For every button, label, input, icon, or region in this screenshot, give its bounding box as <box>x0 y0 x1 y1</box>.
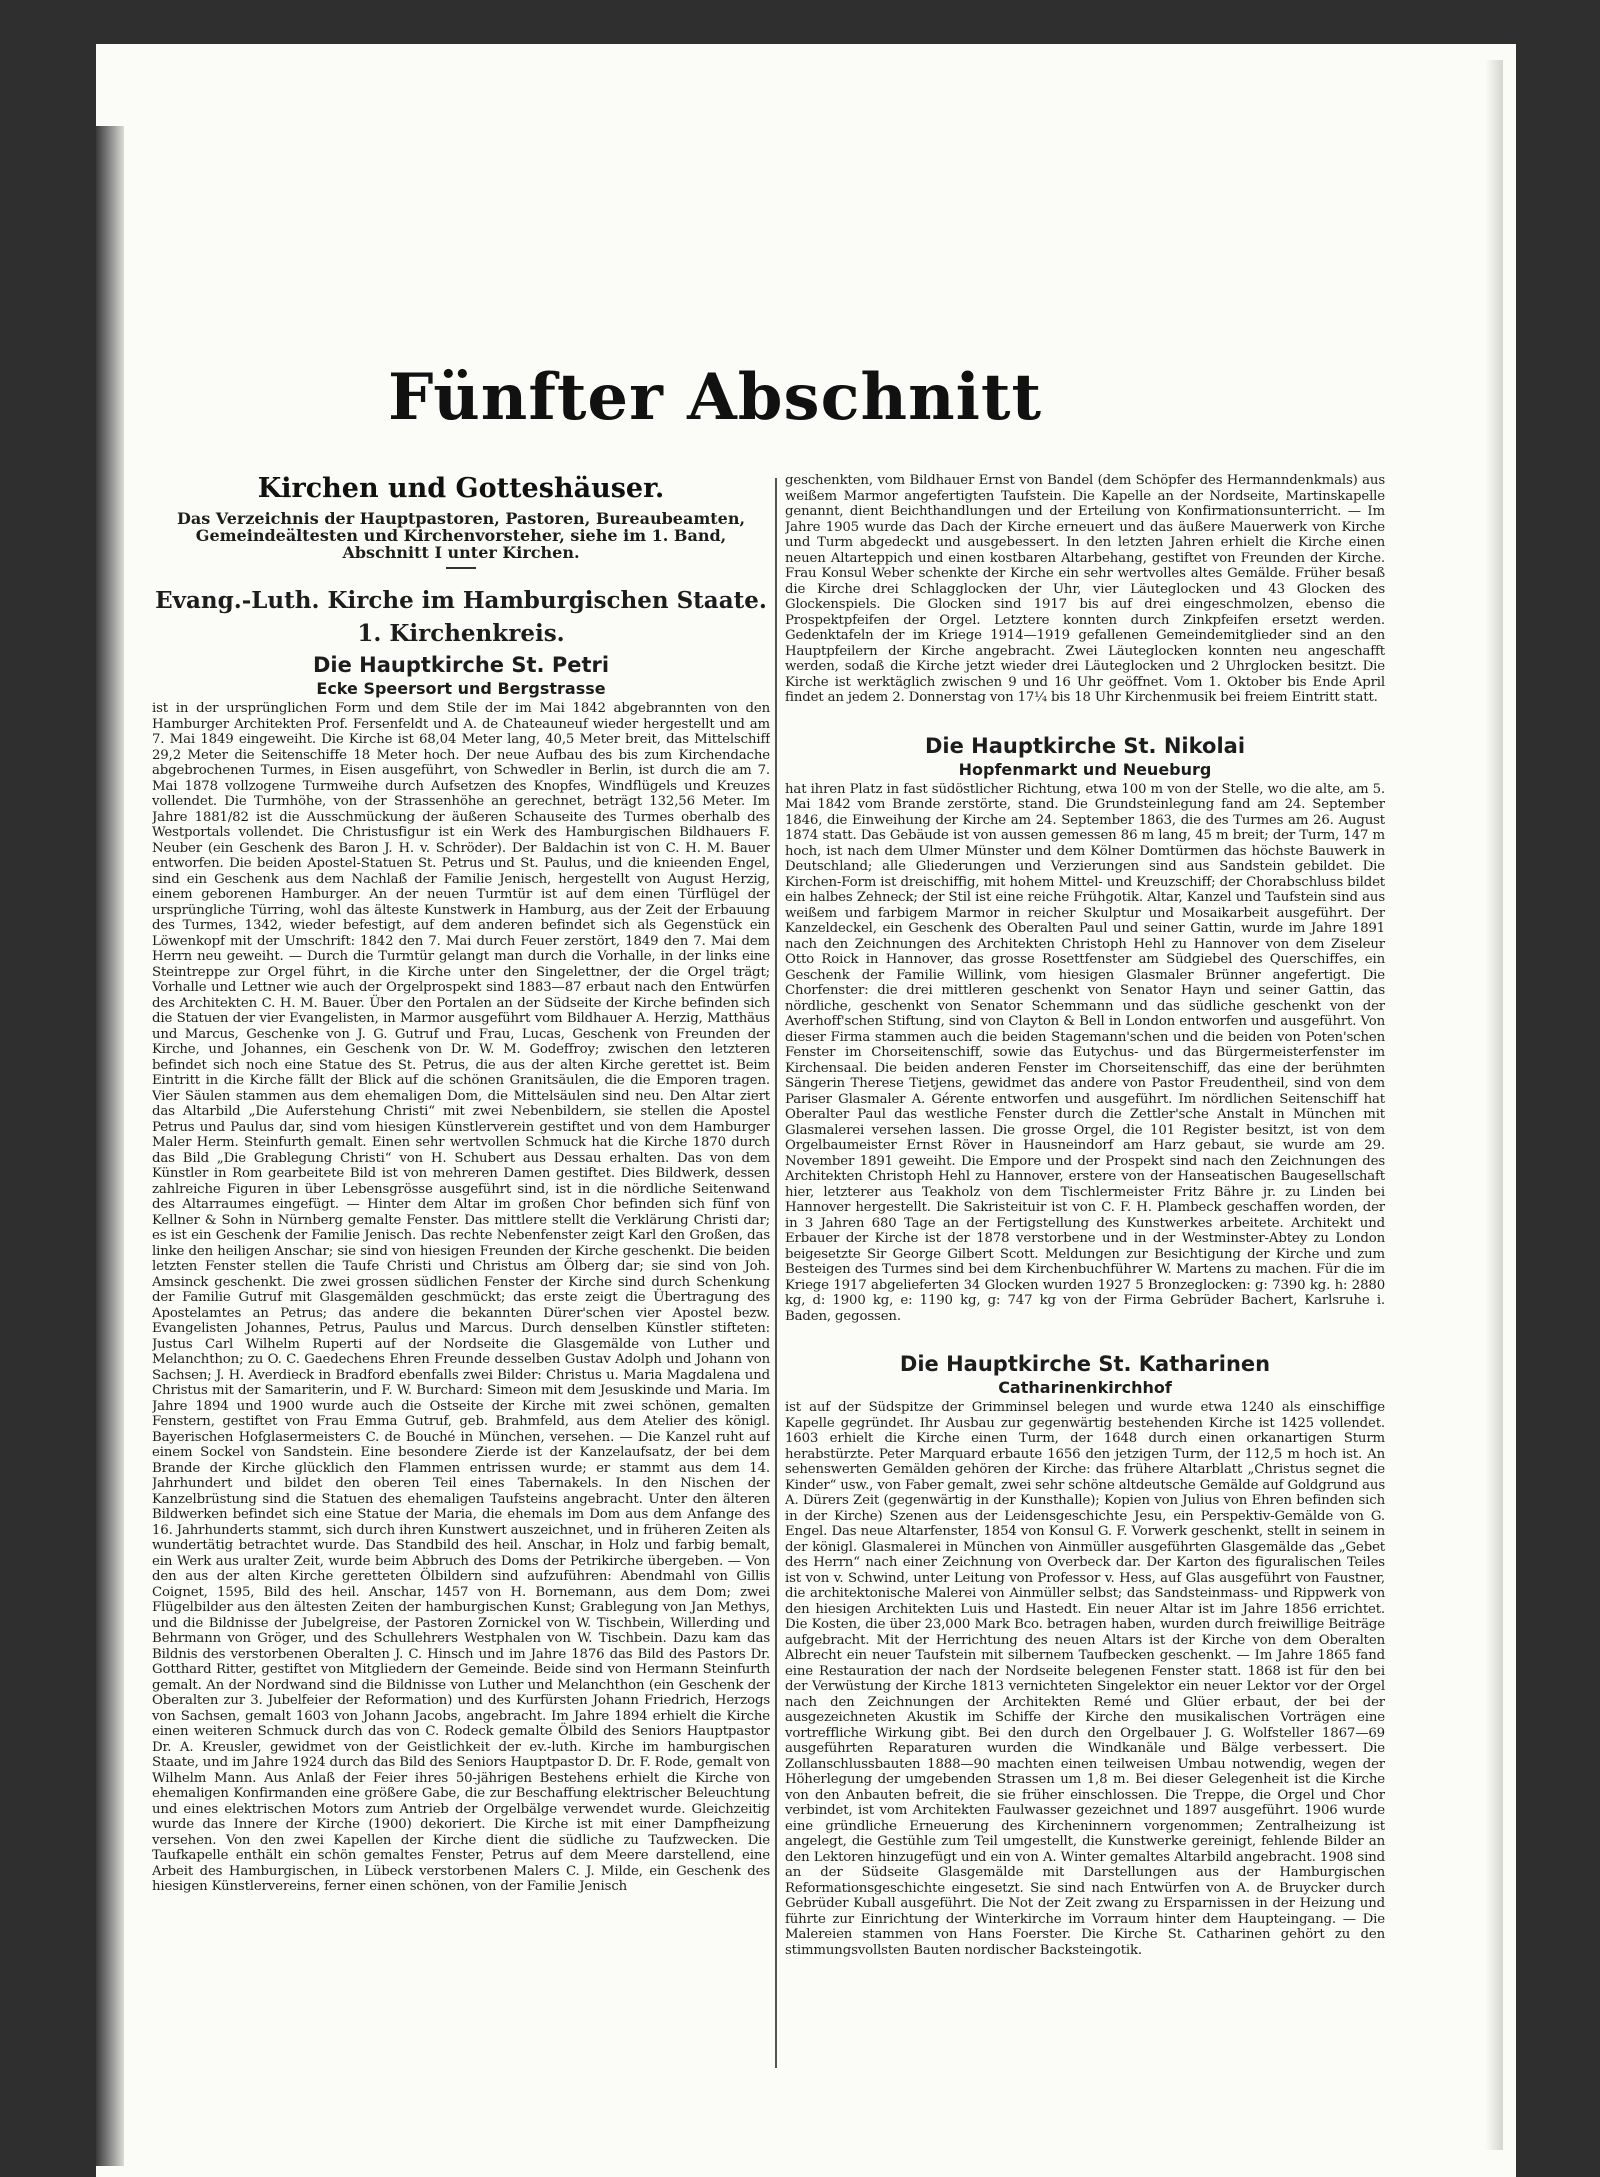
church-title-petri: Die Hauptkirche St. Petri <box>312 653 610 677</box>
short-rule <box>446 567 476 569</box>
left-column <box>152 473 770 2073</box>
book-gutter <box>96 126 124 2166</box>
katharinen-text: ist auf der Südspitze der Grimminsel belegen und wurde etwa 1240 als einschiffige Kapelle gegründet. Ihr Ausbau zur gegenwärtig bestehenden Kirche ist 1425 vollendet. 1603 erhielt die Kirche einen Turm, der 1648 durch einen orkanartigen Sturm herabstürzte. Peter Marquard erbaute 1656 den jetzigen Turm, der 112,5 m hoch ist. An sehenswerten Gemälden gehören der Kirche: das frühere Altarblatt „Christus segnet die Kinder“ usw., von Faber gemalt, zwei sehr schöne altdeutsche Gemälde auf Goldgrund aus A. Dürers Zeit (gegenwärtig in der Kunsthalle); Kopien von Julius von Ehren befinden sich in der Kirche) Szenen aus der Leidensgeschichte Jesu, ein Perspektiv-Gemälde von G. Engel. Das neue Altarfenster, 1854 von Konsul G. F. Vorwerk geschenkt, stellt in seinem in der königl. Glasmalerei in München von Ainmüller ausgeführten Glasgemälde das „Gebet des Herrn“ nach einer Zeichnung von Overbeck dar. Der Karton des figuralischen Teiles ist von v. Schwind, unter Leitung von Professor v. Hess, auf Glas ausgeführt von Faustner, die architektonische Malerei von Ainmüller selbst; das Sandsteinmass- und Rippwerk von den hiesigen Architekten Luis und Hastedt. Ein neuer Altar ist im Jahre 1856 errichtet. Die Kosten, die über 23,000 Mark Bco. betragen haben, wurden durch freiwillige Beiträge aufgebracht. Mit der Herrichtung des neuen Altars ist der Kirche von dem Oberalten Albrecht ein neuer Taufstein mit silbernem Taufbecken geschenkt. — Im Jahre 1865 fand eine Restauration der nach der Nordseite belegenen Fenster statt. 1868 ist für den bei der Verwüstung der Kirche 1813 vernichteten Singelektor ein neuer Lektor vor der Orgel nach den Zeichnungen der Architekten Remé und Glüer erbaut, der bei der ausgezeichneten Akustik im Schiffe der Kirche den musikalischen Vorträgen eine vortreffliche Wirkung gibt. Bei den durch den Orgelbauer J. G. Wolfsteller 1867—69 ausgeführten Reparaturen wurden die Windkanäle und Bälge verbessert. Die Zollanschlussbauten 1888—90 machten einen teilweisen Umbau notwendig, wegen der Höherlegung der umgebenden Strassen um 1,8 m. Bei dieser Gelegenheit ist die Kirche von den Anbauten befreit, die sie früher einschlossen. Die Treppe, die Orgel und Chor verbindet, ist vom Architekten Faulwasser gezeichnet und 1897 ausgeführt. 1906 wurde eine gründliche Erneuerung des Kircheninnern vorgenommen; Zentralheizung ist angelegt, die Gestühle zum Teil umgestellt, die Kunstwerke gereinigt, fehlende Bilder an den Lektoren hinzugefügt und ein von A. Winter gemaltes Altarbild angebracht. 1908 sind an der Südseite Glasgemälde mit Darstellungen aus der Hamburgischen Reformationsgeschichte eingesetzt. Sie sind nach Entwürfen von A. de Bruycker durch Gebrüder Kuball ausgeführt. Die Not der Zeit zwang zu Ersparnissen in der Heizung und führte zur Einrichtung der Winterkirche im Vorraum hinter dem Haupteingang. — Die Malereien stammen von Hans Foerster. Die Kirche St. Catharinen gehört zu den stimmungsvollsten Bauten nordischer Backsteingotik. <box>785 1400 1385 1958</box>
chapter-heading: Fünfter Abschnitt <box>387 360 1043 435</box>
church-address-nikolai: Hopfenmarkt und Neueburg <box>958 759 1212 779</box>
church-address-petri: Ecke Speersort und Bergstrasse <box>316 679 606 698</box>
petri-text-continued: geschenkten, vom Bildhauer Ernst von Bandel (dem Schöpfer des Hermanndenkmals) aus weißem Marmor angefertigten Taufstein. Die Kapelle an der Nordseite, Martinskapelle genannt, dient Beichthandlungen und der Erteilung von Konfirmationsunterricht. — Im Jahre 1905 wurde das Dach der Kirche erneuert und das äußere Mauerwerk von Kirche und Turm abgedeckt und ausgebessert. In den letzten Jahren erhielt die Kirche einen neuen Altarteppich und einen kostbaren Altarbehang, gestiftet von Freunden der Kirche. Frau Konsul Weber schenkte der Kirche ein sehr wertvolles altes Gemälde. Früher besaß die Kirche drei Schlagglocken der Uhr, vier Läuteglocken und 43 Glocken des Glockenspiels. Die Glocken sind 1917 bis auf drei eingeschmolzen, ebenso die Prospektpfeifen der Orgel. Letztere konnten durch Zinkpfeifen ersetzt werden. Gedenktafeln der im Kriege 1914—1919 gefallenen Gemeindemitglieder sind an den Hauptpfeilern der Kirche angebracht. Zwei Läuteglocken konnten neu angeschafft werden, sodaß die Kirche jetzt wieder drei Läuteglocken und 2 Uhrglocken besitzt. Die Kirche ist werktäglich zwischen 9 und 16 Uhr geöffnet. Vom 1. Oktober bis Ende April findet an jedem 2. Donnerstag von 17¼ bis 18 Uhr Kirchenmusik bei freiem Eintritt statt. <box>785 473 1385 705</box>
church-title-katharinen: Die Hauptkirche St. Katharinen <box>899 1352 1271 1376</box>
church-address-katharinen: Catharinenkirchhof <box>998 1378 1172 1397</box>
column-divider <box>775 478 777 2068</box>
church-title-nikolai: Die Hauptkirche St. Nikolai <box>924 733 1246 758</box>
subsection-title: Evang.-Luth. Kirche im Hamburgischen Staate. <box>155 587 767 614</box>
page-edge <box>1485 60 1503 2150</box>
district-title: 1. Kirchenkreis. <box>357 620 565 647</box>
petri-text: ist in der ursprünglichen Form und dem Stile der im Mai 1842 abgebrannten von den Hamburger Architekten Prof. Fersenfeldt und A. de Chateauneuf wieder hergestellt und am 7. Mai 1849 eingeweiht. Die Kirche ist 68,04 Meter lang, 40,5 Meter breit, das Mittelschiff 29,2 Meter die Seitenschiffe 18 Meter hoch. Der neue Aufbau des bis zum Kirchendache abgebrochenen Turmes, in Eisen ausgeführt, von Schwedler in Berlin, ist durch die am 7. Mai 1878 vollzogene Turmweihe durch Aufsetzen des Knopfes, Windflügels und Kreuzes vollendet. Die Turmhöhe, von der Strassenhöhe an gerechnet, beträgt 132,56 Meter. Im Jahre 1881/82 ist die Ausschmückung der äußeren Schauseite des Turmes oberhalb des Westportals vollendet. Die Christusfigur ist ein Werk des Hamburgischen Bildhauers F. Neuber (ein Geschenk des Baron J. H. v. Schröder). Der Baldachin ist von C. H. M. Bauer entworfen. Die beiden Apostel-Statuen St. Petrus und St. Paulus, und die knieenden Engel, sind ein Geschenk aus dem Nachlaß der Familie Jenisch, hergestellt von August Herzig, einem geborenen Hamburger. An der neuen Turmtür ist auf dem einen Türflügel der ursprüngliche Türring, wohl das älteste Kunstwerk in Hamburg, aus der Zeit der Erbauung des Turmes, 1342, wieder befestigt, auf dem anderen befindet sich als Gegenstück ein Löwenkopf mit der Umschrift: 1842 den 7. Mai durch Feuer zerstört, 1849 den 7. Mai dem Herrn neu geweiht. — Durch die Turmtür gelangt man durch die Vorhalle, in der links eine Steintreppe zur Orgel führt, in die Kirche unter den Singelettner, der die Orgel trägt; Vorhalle und Lettner wie auch der Orgelprospekt sind 1883—87 erbaut nach den Entwürfen des Architekten C. H. M. Bauer. Über den Portalen an der Südseite der Kirche befinden sich die Statuen der vier Evangelisten, in Marmor ausgeführt vom Bildhauer A. Herzig, Matthäus und Marcus, Geschenke von J. G. Gutruf und Frau, Lucas, Geschenk von Freunden der Kirche, und Johannes, ein Geschenk von Dr. W. M. Godeffroy; zwischen den letzteren befindet sich noch eine Statue des St. Petrus, die aus der alten Kirche gerettet ist. Beim Eintritt in die Kirche fällt der Blick auf die schönen Granitsäulen, die die Emporen tragen. Vier Säulen stammen aus dem ehemaligen Dom, die Mittelsäulen sind neu. Den Altar ziert das Altarbild „Die Auferstehung Christi“ mit zwei Nebenbildern, sie stellen die Apostel Petrus und Paulus dar, sind vom hiesigen Künstlerverein gestiftet und von dem Hamburger Maler Herm. Steinfurth gemalt. Einen sehr wertvollen Schmuck hat die Kirche 1870 durch das Bild „Die Grablegung Christi“ von H. Schubert aus Dessau erhalten. Das von dem Künstler in Rom gearbeitete Bild ist von mehreren Damen gestiftet. Dies Bildwerk, dessen zahlreiche Figuren in über Lebensgrösse ausgeführt sind, ist in die nördliche Seitenwand des Altarraumes eingefügt. — Hinter dem Altar im großen Chor befinden sich fünf von Kellner & Sohn in Nürnberg gemalte Fenster. Das mittlere stellt die Verklärung Christi dar; es ist ein Geschenk der Familie Jenisch. Das rechte Nebenfenster zeigt Karl den Großen, das linke den heiligen Anschar; sie sind von hiesigen Freunden der Kirche geschenkt. Die beiden letzten Fenster stellen die Taufe Christi und Christus am Ölberg dar; sie sind von Joh. Amsinck geschenkt. Die zwei grossen südlichen Fenster der Kirche sind durch Schenkung der Familie Gutruf mit Glasgemälden geschmückt; das erste zeigt die Übertragung des Apostelamtes an Petrus; das andere die bekannten Dürer'schen vier Apostel bezw. Evangelisten Johannes, Petrus, Paulus und Marcus. Durch denselben Künstler stifteten: Justus Carl Wilhelm Ruperti auf der Nordseite die Glasgemälde von Luther und Melanchthon; zu O. C. Gaedechens Ehren Freunde desselben Gustav Adolph und Johann von Sachsen; J. H. Averdieck in Bradford ebenfalls zwei Bilder: Christus u. Maria Magdalena und Christus mit der Samariterin, und F. W. Burchard: Simeon mit dem Jesuskinde und Maria. Im Jahre 1894 und 1900 wurde auch die Ostseite der Kirche mit zwei schönen, gemalten Fenstern, gestiftet von Frau Emma Gutruf, geb. Brahmfeld, aus dem Atelier des königl. Bayerischen Hofglasermeisters C. de Bouché in München, versehen. — Die Kanzel ruht auf einem Sockel von Sandstein. Eine besondere Zierde ist der Kanzelaufsatz, der bei dem Brande der Kirche glücklich den Flammen entrissen wurde; er stammt aus dem 14. Jahrhundert und bildet den oberen Teil eines Tabernakels. In den Nischen der Kanzelbrüstung sind die Statuen des ehemaligen Taufsteins angebracht. Unter den älteren Bildwerken befindet sich eine Statue der Maria, die ehemals im Dom aus dem Anfange des 16. Jahrhunderts stammt, sich durch ihren Kunstwert auszeichnet, und in früheren Zeiten als wundertätig betrachtet wurde. Das Standbild des heil. Anschar, in Holz und farbig bemalt, ein Werk aus uralter Zeit, wurde beim Abbruch des Doms der Petrikirche übergeben. — Von den aus der alten Kirche geretteten Ölbildern sind aufzuführen: Abendmahl von Gillis Coignet, 1595, Bild des heil. Anschar, 1457 von H. Bornemann, aus dem Dom; zwei Flügelbilder aus den ältesten Zeiten der hamburgischen Kunst; Grablegung von Jan Methys, und die Bildnisse der Jubelgreise, der Pastoren Zornickel von W. Tischbein, Willerding und Behrmann von Gröger, und des Schullehrers Westphalen von W. Tischbein. Dazu kam das Bildnis des verstorbenen Oberalten J. C. Hinsch und im Jahre 1876 das Bild des Pastors Dr. Gotthard Ritter, gestiftet von Mitgliedern der Gemeinde. Beide sind von Hermann Steinfurth gemalt. An der Nordwand sind die Bildnisse von Luther und Melanchthon (ein Geschenk der Oberalten zur 3. Jubelfeier der Reformation) und des Kurfürsten Johann Friedrich, Herzogs von Sachsen, gemalt 1603 von Johann Jacobs, angebracht. Im Jahre 1894 erhielt die Kirche einen weiteren Schmuck durch das von C. Rodeck gemalte Ölbild des Seniors Hauptpastor Dr. A. Kreusler, gewidmet von der Geistlichkeit der ev.-luth. Kirche im hamburgischen Staate, und im Jahre 1924 durch das Bild des Seniors Hauptpastor D. Dr. F. Rode, gemalt von Wilhelm Mann. Aus Anlaß der Feier ihres 50-jährigen Bestehens erhielt die Kirche von ehemaligen Konfirmanden eine größere Gabe, die zur Beschaffung elektrischer Beleuchtung und eines elektrischen Motors zum Antrieb der Orgelbälge verwendet wurde. Gleichzeitig wurde das Innere der Kirche (1900) dekoriert. Die Kirche ist mit einer Dampfheizung versehen. Von den zwei Kapellen der Kirche dient die südliche zu Taufzwecken. Die Taufkapelle enthält ein schön gemaltes Fenster, Petrus auf dem Meere darstellend, eine Arbeit des Hamburgischen, in Lübeck verstorbenen Malers C. J. Milde, ein Geschenk des hiesigen Künstlervereins, ferner einen schönen, von der Familie Jenisch <box>152 701 770 1894</box>
section-title: Kirchen und Gotteshäuser. <box>257 473 665 504</box>
nikolai-text: hat ihren Platz in fast südöstlicher Richtung, etwa 100 m von der Stelle, wo die alte, am 5. Mai 1842 vom Brande zerstörte, stand. Die Grundsteinlegung fand am 24. September 1846, die Einweihung der Kirche am 24. September 1863, die des Turmes am 26. August 1874 statt. Das Gebäude ist von aussen gemessen 86 m lang, 45 m breit; der Turm, 147 m hoch, ist nach dem Ulmer Münster und dem Kölner Domtürmen das höchste Bauwerk in Deutschland; alle Gliederungen und Verzierungen sind aus Sandstein gebildet. Die Kirchen-Form ist dreischiffig, mit hohem Mittel- und Kreuzschiff; der Chorabschluss bildet ein halbes Zehneck; der Stil ist eine reiche Frühgotik. Altar, Kanzel und Taufstein sind aus weißem und farbigem Marmor in reicher Skulptur und Mosaikarbeit ausgeführt. Der Kanzeldeckel, ein Geschenk des Oberalten Paul und seiner Gattin, wurde im Jahre 1891 nach den Zeichnungen des Architekten Christoph Hehl zu Hannover von dem Ziseleur Otto Roick in Hannover, das grosse Rosettfenster am Südgiebel des Querschiffes, ein Geschenk der Familie Willink, vom hiesigen Glasmaler Brünner angefertigt. Die Chorfenster: die drei mittleren geschenkt von Senator Hayn und seiner Gattin, das nördliche, geschenkt von Senator Schemmann und das südliche geschenkt von der Averhoff'schen Stiftung, sind von Clayton & Bell in London entworfen und ausgeführt. Von dieser Firma stammen auch die beiden Stagemann'schen und die beiden von Poten'schen Fenster im Chorseitenschiff, sowie das Eutychus- und das Bürgermeisterfenster im Kirchensaal. Die beiden anderen Fenster im Chorseitenschiff, das eine der berühmten Sängerin Therese Tietjens, gewidmet das andere von Pastor Freudentheil, sind von dem Pariser Glasmaler A. Gérente entworfen und ausgeführt. Im nördlichen Seitenschiff hat Oberalter Paul das westliche Fenster durch die Zettler'sche Anstalt in München mit Glasmalerei versehen lassen. Die grosse Orgel, die 101 Register besitzt, ist von dem Orgelbaumeister Ernst Röver in Hausneindorf am Harz gebaut, sie wurde am 29. November 1891 geweiht. Die Empore und der Prospekt sind nach den Zeichnungen des Architekten Christoph Hehl zu Hannover, erstere von der Hanseatischen Baugesellschaft hier, letzterer aus Teakholz von dem Tischlermeister Fritz Bähre jr. zu Linden bei Hannover hergestellt. Die Sakristeituir ist von C. F. H. Plambeck geschaffen worden, der in 3 Jahren 680 Tage an der Fertigstellung des Kunstwerkes arbeitete. Architekt und Erbauer der Kirche ist der 1878 verstorbene und in der Westminster-Abtey zu London beigesetzte Sir George Gilbert Scott. Meldungen zur Besichtigung der Kirche und zum Besteigen des Turmes sind bei dem Kirchenbuchführer W. Martens zu machen. Für die im Kriege 1917 abgelieferten 34 Glocken wurden 1927 5 Bronzeglocken: g: 7390 kg. h: 2880 kg, d: 1900 kg, e: 1190 kg, g: 747 kg von der Firma Gebrüder Bachert, Karlsruhe i. Baden, gegossen. <box>785 781 1385 1324</box>
intro-note: Das Verzeichnis der Hauptpastoren, Pastoren, Bureaubeamten, Gemeindeältesten und Kirchenvorsteher, siehe im 1. Band, Abschnitt I unter Kirchen. <box>176 509 746 562</box>
right-column <box>785 473 1385 2073</box>
